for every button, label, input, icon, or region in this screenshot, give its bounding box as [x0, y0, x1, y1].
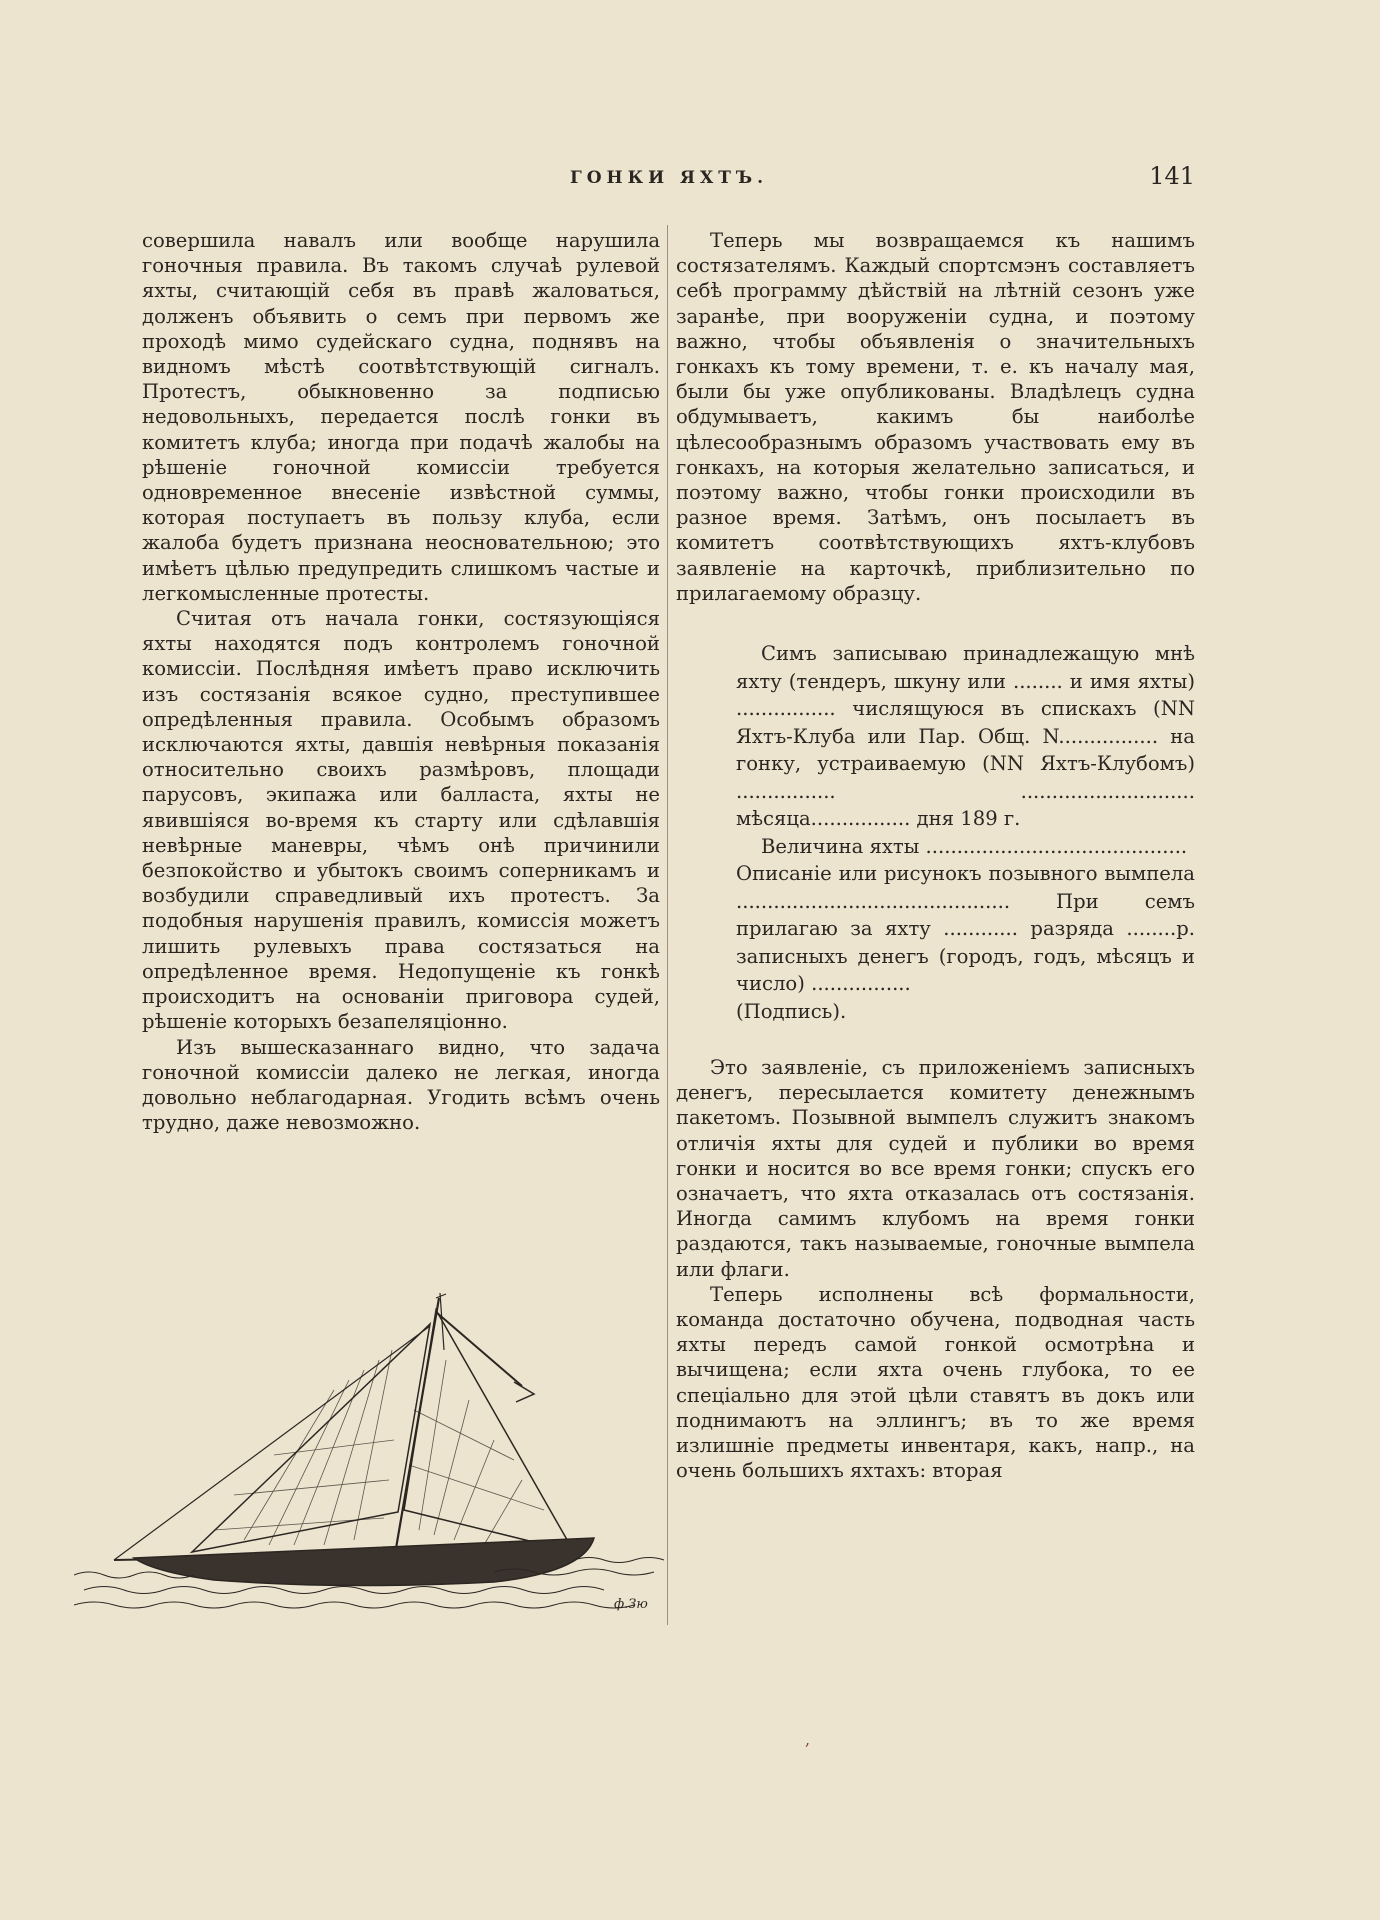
left-column — [142, 228, 660, 1135]
form-signature: (Подпись). — [736, 999, 847, 1023]
illustration-signature: ф.Зю — [614, 1597, 648, 1612]
stray-mark: , — [805, 1730, 811, 1749]
form-line-2: Величина яхты .......................................... — [761, 834, 1188, 858]
left-paragraph-2: Считая отъ начала гонки, состязующіяся яхты находятся подъ контролемъ гоночной комиссіи. Послѣдняя имѣетъ право исключить изъ состязанія всякое судно, преступившее опредѣленныя правила. Особымъ образомъ исключаются яхты, давшія невѣрныя показанія относительно своихъ размѣровъ, площади парусовъ, экипажа или балласта, яхты не явившіяся во-время къ старту или сдѣлавшія невѣрные маневры, чѣмъ онѣ причинили безпокойство и убытокъ своимъ соперникамъ и возбудили справедливый ихъ протестъ. За подобныя нарушенія правилъ, комиссія можетъ лишить рулевыхъ права состязаться на опредѣленное время. Недопущеніе къ гонкѣ происходитъ на основаніи приговора судей, рѣшеніе которыхъ безапеляціонно. — [142, 607, 660, 1034]
left-paragraph-3: Изъ вышесказаннаго видно, что задача гоночной комиссіи далеко не легкая, иногда довольно неблагодарная. Угодить всѣмъ очень трудно, даже невозможно. — [142, 1035, 660, 1135]
running-title: ГОНКИ ЯХТЪ. — [570, 168, 769, 188]
right-paragraph-1: Теперь мы возвращаемся къ нашимъ состязателямъ. Каждый спортсмэнъ составляетъ себѣ программу дѣйствій на лѣтній сезонъ уже заранѣе, при вооруженіи судна, и поэтому важно, чтобы объявленія о значительныхъ гонкахъ къ тому времени, т. е. къ началу мая, были бы уже опубликованы. Владѣлецъ судна обдумываетъ, какимъ бы наиболѣе цѣлесообразнымъ образомъ участвовать ему въ гонкахъ, на которыя желательно записаться, и поэтому важно, чтобы гонки происходили въ разное время. Затѣмъ, онъ посылаетъ въ комитетъ соотвѣтствующихъ яхтъ-клубовъ заявленіе на карточкѣ, приблизительно по прилагаемому образцу. — [676, 229, 1195, 605]
entry-form-sample — [736, 640, 1195, 1025]
form-line-3: Описаніе или рисунокъ позывного вымпела ............................................ При семъ прилагаю за яхту ............ разряда ........р. записныхъ денегъ (городъ, годъ, мѣсяцъ и число) ................ — [736, 862, 1195, 996]
right-paragraph-3: Теперь исполнены всѣ формальности, команда достаточно обучена, подводная часть яхты передъ самой гонкой осмотрѣна и вычищена; если яхта очень глубока, то ее спеціально для этой цѣли ставятъ въ докъ или поднимаютъ на эллингъ; въ то же время излишніе предметы инвентаря, какъ, напр., на очень большихъ яхтахъ: вторая — [676, 1282, 1195, 1483]
form-line-1: Симъ записываю принадлежащую мнѣ яхту (тендеръ, шкуну или ........ и имя яхты) ................ числящуюся въ спискахъ (NN Яхтъ-Клуба или Пар. Общ. N................ на гонку, устраиваемую (NN Яхтъ-Клубомъ) ................ ............................ мѣсяца................ дня 189 г. — [736, 642, 1195, 831]
page-header — [140, 160, 1195, 200]
right-paragraph-2: Это заявленіе, съ приложеніемъ записныхъ денегъ, пересылается комитету денежнымъ пакетомъ. Позывной вымпелъ служитъ знакомъ отличія яхты для судей и публики во время гонки и носится во все время гонки; спускъ его означаетъ, что яхта отказалась отъ состязанія. Иногда самимъ клубомъ на время гонки раздаются, такъ называемые, гоночные вымпела или флаги. — [676, 1056, 1195, 1281]
left-paragraph-1: совершила навалъ или вообще нарушила гоночныя правила. Въ такомъ случаѣ рулевой яхты, считающій себя въ правѣ жаловаться, долженъ объявить о семъ при первомъ же проходѣ мимо судейскаго судна, поднявъ на видномъ мѣстѣ соотвѣтствующій сигналъ. Протестъ, обыкновенно за подписью недовольныхъ, передается послѣ гонки въ комитетъ клуба; иногда при подачѣ жалобы на рѣшеніе гоночной комиссіи требуется одновременное внесеніе извѣстной суммы, которая поступаетъ въ пользу клуба, если жалоба будетъ признана неосновательною; это имѣетъ цѣлью предупредить слишкомъ частые и легкомысленные протесты. — [142, 229, 660, 605]
page-number: 141 — [1149, 162, 1195, 190]
right-column — [676, 228, 1195, 1484]
sailing-yacht-icon — [74, 1290, 674, 1620]
